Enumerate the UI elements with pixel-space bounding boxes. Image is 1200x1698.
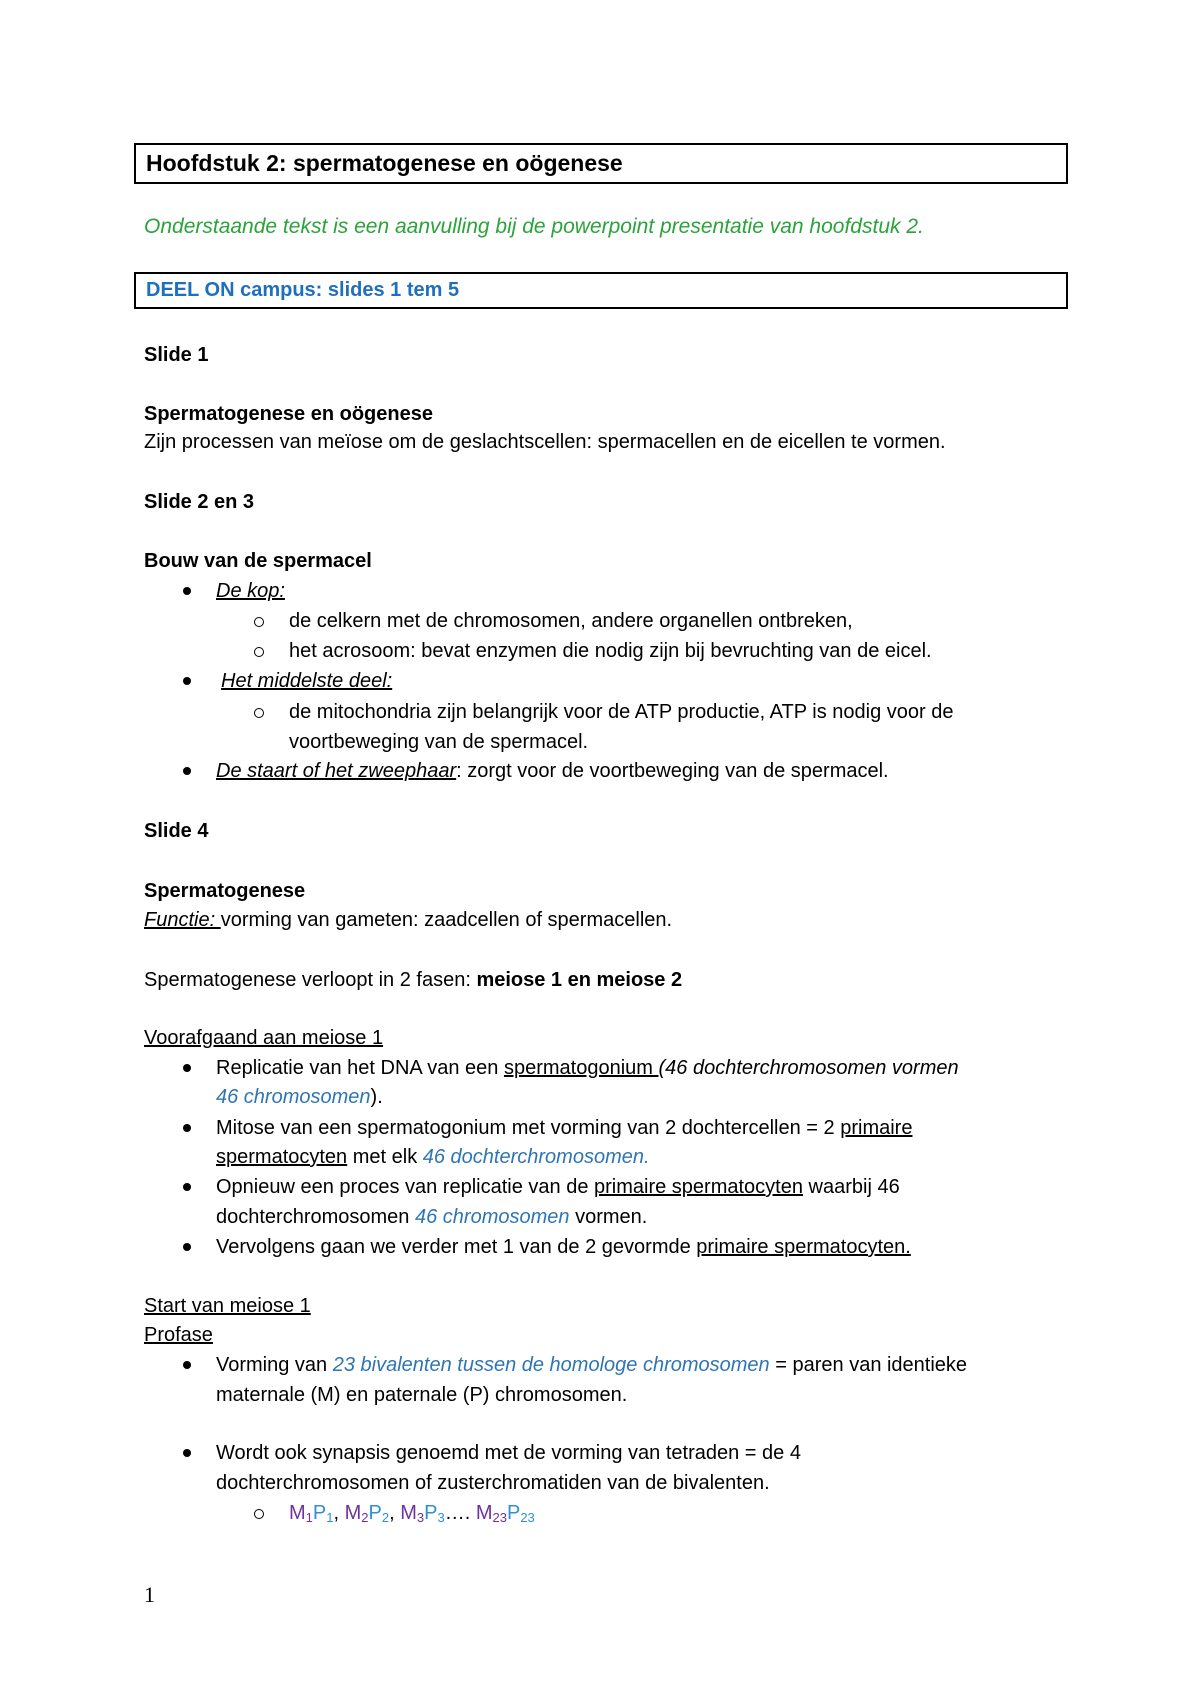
start-meiose-heading: Start van meiose 1 [144,1295,311,1317]
fasen-text: Spermatogenese verloopt in 2 fasen: [144,969,477,991]
functie-label: Functie: [144,909,221,931]
pair-index: 1 [326,1510,334,1525]
paternal-letter: P [424,1502,438,1524]
voor-bullet3-line2 [216,1203,647,1231]
text: Mitose van een spermatogonium met vorming van 2 dochtercellen = 2 [216,1117,841,1139]
maternal-letter: M [344,1502,362,1524]
pair-index: 2 [361,1510,369,1525]
text: met elk [347,1146,423,1168]
voor-bullet3-line1 [216,1173,900,1201]
text: = paren van identieke [769,1354,968,1376]
voor-bullet2-line1 [216,1114,912,1142]
text-blue: 23 bivalenten tussen de homologe chromosomen [332,1354,770,1376]
text-underlined: primaire spermatocyten. [696,1236,911,1258]
bullet-icon [183,1449,191,1457]
text-underlined: primaire spermatocyten [594,1176,803,1198]
staart-label: De staart of het zweephaar [216,760,457,782]
profase-bullet2-line2: dochterchromosomen of zusterchromatiden van de bivalenten. [216,1472,770,1494]
separator: , [389,1502,401,1524]
text: Replicatie van het DNA van een [216,1057,504,1079]
maternal-letter: M [400,1502,417,1524]
kop-label: De kop: [216,580,285,602]
pair-index: 3 [437,1510,445,1525]
slide4-subheading: Spermatogenese [144,880,306,902]
fasen-line [144,966,682,994]
kop-sub2: het acrosoom: bevat enzymen die nodig zijn bij bevruchting van de eicel. [289,640,932,662]
staart-line [216,757,889,785]
chapter-title: Hoofdstuk 2: spermatogenese en oögenese [146,150,623,176]
bullet-icon [183,1183,191,1191]
pair-index: 1 [305,1510,313,1525]
intro-text: Onderstaande tekst is een aanvulling bij de powerpoint presentatie van hoofdstuk 2. [144,215,924,238]
slide23-subheading: Bouw van de spermacel [144,550,372,572]
profase-bullet1-line2: maternale (M) en paternale (P) chromosomen. [216,1384,628,1406]
paternal-letter: P [312,1502,327,1524]
voorafgaand-heading: Voorafgaand aan meiose 1 [144,1027,384,1049]
bullet-icon [183,677,191,685]
bullet-icon [183,1124,191,1132]
circle-bullet-icon [254,617,264,627]
text: ). [370,1086,383,1108]
circle-bullet-icon [254,1509,264,1519]
deel-box [134,272,1068,309]
profase-bullet1-line1 [216,1351,967,1379]
bullet-icon [183,1064,191,1072]
text-underlined: primaire [840,1117,913,1139]
slide23-heading: Slide 2 en 3 [144,491,255,513]
chapter-title-box [134,143,1068,184]
text-blue: 46 chromosomen [414,1206,570,1228]
ellipsis: …. [444,1502,476,1524]
functie-text: vorming van gameten: zaadcellen of spermacellen. [220,909,673,931]
text: Opnieuw een proces van replicatie van de [216,1176,595,1198]
bullet-icon [183,1361,191,1369]
slide1-text: Zijn processen van meïose om de geslachtscellen: spermacellen en de eicellen te vormen. [144,431,946,453]
paternal-letter: P [506,1502,521,1524]
bullet-icon [183,1243,191,1251]
text: dochterchromosomen [216,1206,415,1228]
pair-index: 23 [520,1510,535,1525]
bullet-icon [183,767,191,775]
text-underlined: spermatogonium [503,1057,659,1079]
text-blue: 46 dochterchromosomen. [422,1146,650,1168]
slide1-heading: Slide 1 [144,344,209,366]
voor-bullet1-line1 [216,1054,959,1082]
bullet-icon [183,587,191,595]
middel-label: Het middelste deel: [221,670,393,692]
separator: , [333,1502,345,1524]
slide1-subheading: Spermatogenese en oögenese [144,403,433,425]
middel-sub1b: voortbeweging van de spermacel. [289,731,589,753]
profase-heading: Profase [144,1324,213,1346]
voor-bullet2-line2 [216,1143,650,1171]
profase-bullet2-line1: Wordt ook synapsis genoemd met de vorming van tetraden = de 4 [216,1442,801,1464]
maternal-letter: M [475,1502,493,1524]
fasen-bold: meiose 1 en meiose 2 [476,969,683,991]
paternal-letter: P [368,1502,382,1524]
chromosome-pairs [289,1499,535,1527]
text-blue: 46 chromosomen [216,1086,371,1108]
text-underlined: spermatocyten [216,1146,348,1168]
circle-bullet-icon [254,708,264,718]
circle-bullet-icon [254,647,264,657]
slide4-heading: Slide 4 [144,820,209,842]
voor-bullet1-line2 [216,1083,383,1111]
pair-index: 2 [381,1510,390,1525]
kop-sub1: de celkern met de chromosomen, andere organellen ontbreken, [289,610,853,632]
maternal-letter: M [289,1502,306,1524]
text: vormen. [569,1206,648,1228]
text: waarbij 46 [802,1176,900,1198]
text-italic: (46 dochterchromosomen vormen [658,1057,959,1079]
voor-bullet4 [216,1233,911,1261]
middel-sub1a: de mitochondria zijn belangrijk voor de ATP productie, ATP is nodig voor de [289,701,954,723]
staart-text: : zorgt voor de voortbeweging van de spermacel. [456,760,889,782]
pair-index: 3 [416,1510,425,1525]
functie-line [144,906,672,934]
page-number: 1 [144,1582,155,1607]
pair-index: 23 [492,1510,507,1525]
text: Vorming van [216,1354,333,1376]
text: Vervolgens gaan we verder met 1 van de 2 gevormde [216,1236,697,1258]
deel-title: DEEL ON campus: slides 1 tem 5 [146,279,460,301]
